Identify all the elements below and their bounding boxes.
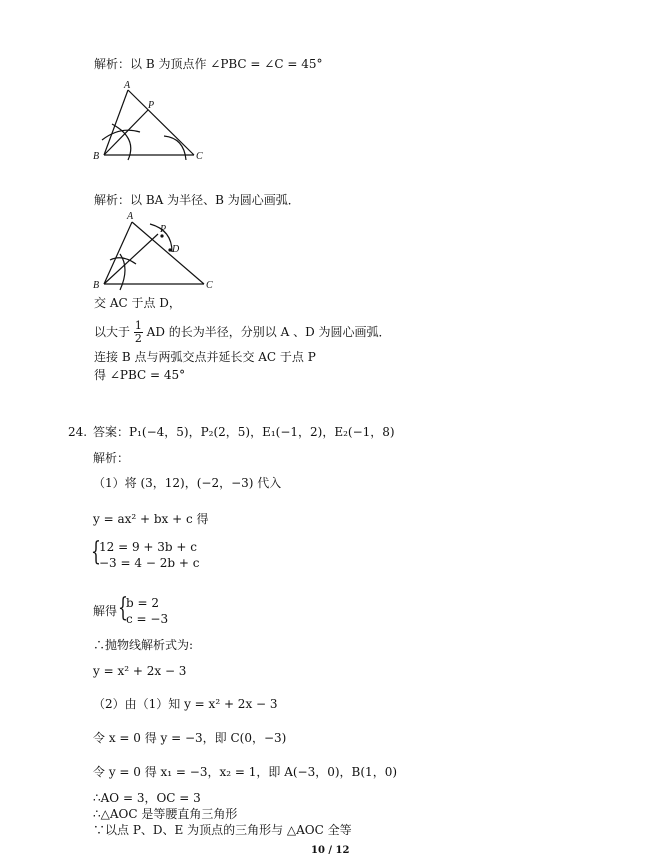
step-1-formula: y = ax² + bx + c 得 xyxy=(93,512,209,526)
equation-system-2 xyxy=(118,593,198,628)
step-1-substitute: （1）将 (3，12)，(−2，−3) 代入 xyxy=(93,476,282,490)
solution-line-1: 解析：以 B 为顶点作 ∠PBC = ∠C = 45° xyxy=(94,57,323,71)
step-2-lengths: ∴AO = 3，OC = 3 xyxy=(93,791,201,805)
segment-bp xyxy=(104,110,148,155)
fraction-one-half xyxy=(134,320,143,345)
step-2-point-c: 令 x = 0 得 y = −3，即 C(0，−3) xyxy=(93,731,287,745)
construction-arc-2 xyxy=(120,254,125,290)
solution-line-2: 解析：以 BA 为半径、B 为圆心画弧． xyxy=(94,193,300,207)
figure-1-triangle xyxy=(90,78,220,164)
line-4-prefix: 以大于 xyxy=(94,325,131,339)
answer-line: 答案：P₁(−4，5)，P₂(2，5)，E₁(−1，2)，E₂(−1，8) xyxy=(93,425,395,439)
label-d: D xyxy=(172,244,180,255)
solution-line-4 xyxy=(94,318,391,346)
label-c: C xyxy=(206,280,213,291)
label-c: C xyxy=(196,151,203,162)
solve-label: 解得 xyxy=(93,604,118,618)
page-number: 10 / 12 xyxy=(311,845,350,856)
parabola-equation: y = x² + 2x − 3 xyxy=(93,664,187,678)
system-2-row-2: c = −3 xyxy=(126,612,169,626)
side-ac xyxy=(128,90,194,155)
fraction-numerator: 1 xyxy=(134,319,142,332)
solution-line-6: 得 ∠PBC = 45° xyxy=(94,368,186,382)
step-2-triangle-type: ∴△AOC 是等腰直角三角形 xyxy=(93,807,238,821)
side-ac xyxy=(132,222,204,284)
label-a: A xyxy=(124,80,131,91)
brace-symbol: { xyxy=(91,537,101,567)
question-number: 24. xyxy=(68,425,88,439)
side-ab xyxy=(104,222,132,284)
label-p: P xyxy=(148,100,155,111)
fraction-denominator: 2 xyxy=(134,332,142,345)
system-2-row-1: b = 2 xyxy=(126,596,159,610)
step-2-line: （2）由（1）知 y = x² + 2x − 3 xyxy=(93,697,278,711)
construction-arc-1 xyxy=(102,130,140,140)
label-a: A xyxy=(127,211,134,222)
step-2-points-ab: 令 y = 0 得 x₁ = −3，x₂ = 1，即 A(−3，0)，B(1，0) xyxy=(93,765,398,779)
solution-line-3: 交 AC 于点 D， xyxy=(94,296,181,310)
conclusion-label: ∴抛物线解析式为: xyxy=(93,638,194,652)
side-ab xyxy=(104,90,128,155)
construction-arc-3 xyxy=(164,136,186,160)
figure-2-triangle xyxy=(90,208,220,294)
label-b: B xyxy=(93,280,100,291)
system-1-row-2: −3 = 4 − 2b + c xyxy=(99,556,200,570)
label-p: P xyxy=(160,224,167,235)
analysis-label: 解析： xyxy=(93,451,130,465)
brace-symbol: { xyxy=(118,593,128,623)
label-b: B xyxy=(93,151,100,162)
solution-line-5: 连接 B 点与两弧交点并延长交 AC 于点 P xyxy=(94,350,316,364)
equation-system-1 xyxy=(91,537,211,572)
step-2-congruence: ∵以点 P、D、E 为顶点的三角形与 △AOC 全等 xyxy=(93,823,352,837)
line-4-suffix: AD 的长为半径，分别以 A 、D 为圆心画弧． xyxy=(146,325,391,339)
system-1-row-1: 12 = 9 + 3b + c xyxy=(99,540,197,554)
